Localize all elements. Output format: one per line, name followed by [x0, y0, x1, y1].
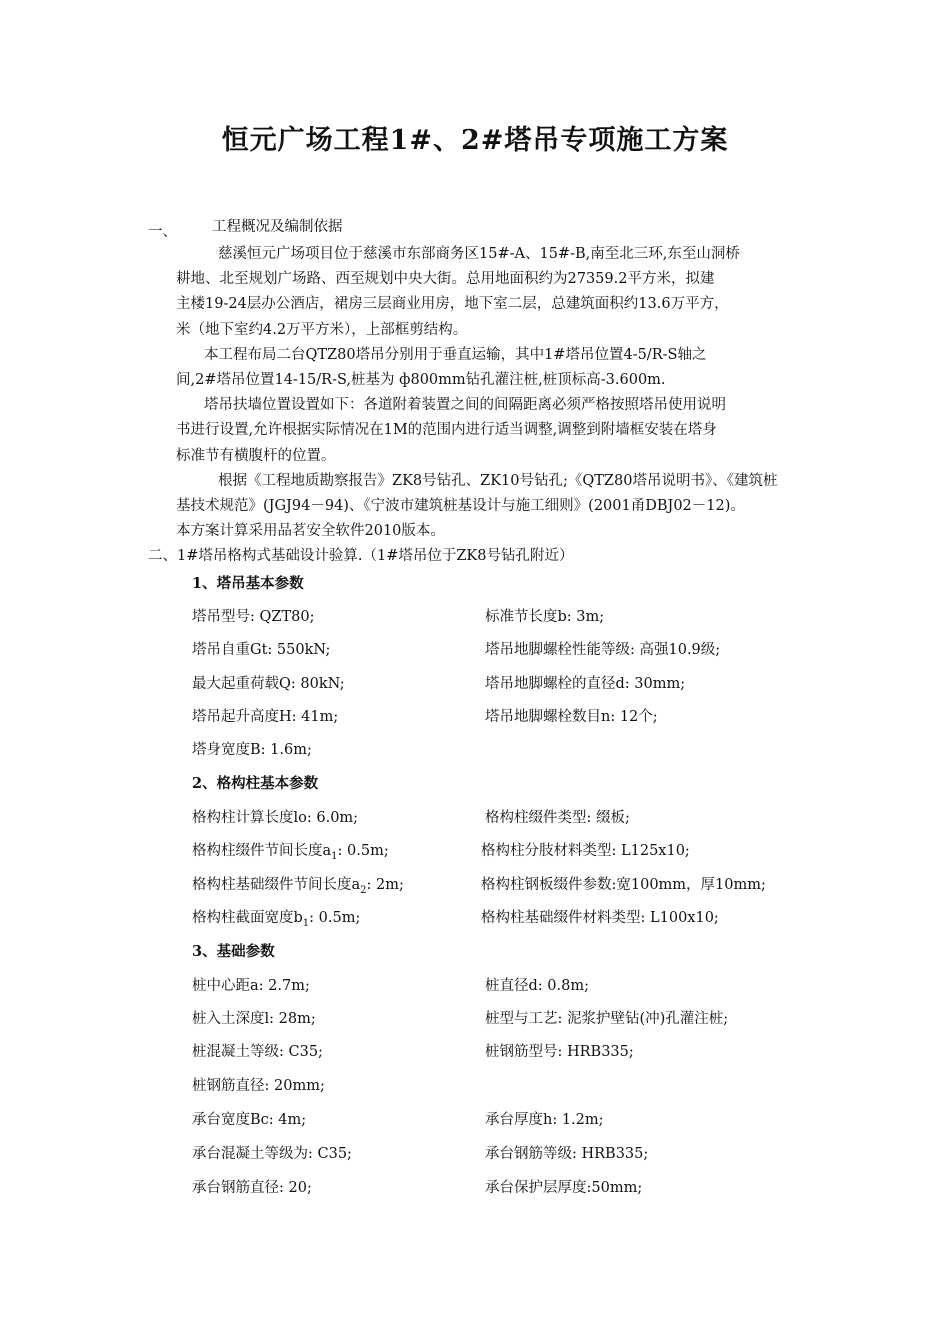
param-left: 格构柱计算长度lo: 6.0m;: [192, 810, 359, 826]
param-left: 塔身宽度B: 1.6m;: [192, 742, 312, 758]
param-right: 承台厚度h: 1.2m;: [485, 1112, 604, 1128]
sub2-heading: 2、格构柱基本参数: [192, 775, 319, 792]
sub3-heading: 3、基础参数: [192, 943, 275, 960]
param-right: 塔吊地脚螺栓的直径d: 30mm;: [485, 676, 686, 692]
param-left: 承台钢筋直径: 20;: [192, 1180, 312, 1196]
param-right: 桩型与工艺: 泥浆护壁钻(冲)孔灌注桩;: [485, 1011, 729, 1027]
param-right: 承台钢筋等级: HRB335;: [485, 1146, 649, 1162]
paragraph-line: 基技术规范》(JGJ94－94)、《宁波市建筑桩基设计与施工细则》(2001甬DBJ02－12)。: [176, 498, 745, 514]
section2-heading: 二、1#塔吊格构式基础设计验算.（1#塔吊位于ZK8号钻孔附近）: [148, 548, 574, 564]
paragraph-line: 书进行设置,允许根据实际情况在1M的范围内进行适当调整,调整到附墙框安装在塔身: [176, 422, 717, 438]
paragraph-line: 根据《工程地质勘察报告》ZK8号钻孔、ZK10号钻孔;《QTZ80塔吊说明书》、《建筑桩: [218, 473, 778, 489]
param-right: 桩钢筋型号: HRB335;: [485, 1044, 634, 1060]
param-right: 标准节长度b: 3m;: [485, 609, 605, 625]
paragraph-line: 慈溪恒元广场项目位于慈溪市东部商务区15#-A、15#-B,南至北三环,东至山洞桥: [218, 246, 740, 262]
param-left: 塔吊自重Gt: 550kN;: [192, 642, 331, 658]
paragraph-line: 耕地、北至规划广场路、西至规划中央大街。总用地面积约为27359.2平方米，拟建: [176, 271, 715, 287]
param-left: 桩钢筋直径: 20mm;: [192, 1078, 325, 1094]
param-left: 桩入土深度l: 28m;: [192, 1011, 316, 1027]
param-right: 格构柱基础缀件材料类型: L100x10;: [481, 910, 719, 926]
param-left: 格构柱截面宽度$b_1$: 0.5m;: [192, 910, 361, 929]
section1-heading: 工程概况及编制依据: [212, 219, 343, 235]
param-right: 格构柱钢板缀件参数:宽100mm，厚10mm;: [481, 877, 766, 893]
paragraph-line: 米（地下室约4.2万平方米），上部框剪结构。: [176, 322, 468, 338]
param-right: 格构柱缀件类型: 缀板;: [485, 810, 630, 826]
param-left: 最大起重荷载Q: 80kN;: [192, 676, 345, 692]
paragraph-line: 本工程布局二台QTZ80塔吊分别用于垂直运输，其中1#塔吊位置4-5/R-S轴之: [204, 347, 707, 363]
paragraph-line: 本方案计算采用品茗安全软件2010版本。: [176, 523, 445, 539]
paragraph-line: 间,2#塔吊位置14-15/R-S,桩基为 ф800mm钻孔灌注桩,桩顶标高-3.600m.: [176, 372, 666, 388]
section1-number: 一、: [148, 224, 177, 240]
page-title: 恒元广场工程1#、2#塔吊专项施工方案: [221, 125, 729, 156]
param-left: 承台混凝土等级为: C35;: [192, 1146, 352, 1162]
paragraph-line: 标准节有横腹杆的位置。: [176, 448, 336, 464]
param-left: 塔吊起升高度H: 41m;: [192, 709, 339, 725]
param-right: 塔吊地脚螺栓性能等级: 高强10.9级;: [485, 642, 721, 658]
paragraph-line: 主楼19-24层办公酒店，裙房三层商业用房，地下室二层，总建筑面积约13.6万平方，: [176, 296, 729, 312]
paragraph-line: 塔吊扶墙位置设置如下：各道附着装置之间的间隔距离必须严格按照塔吊使用说明: [204, 397, 726, 413]
param-left: 桩混凝土等级: C35;: [192, 1044, 323, 1060]
param-left: 承台宽度Bc: 4m;: [192, 1112, 307, 1128]
param-left: 塔吊型号: QZT80;: [192, 609, 315, 625]
param-right: 承台保护层厚度:50mm;: [485, 1180, 643, 1196]
sub1-heading: 1、塔吊基本参数: [192, 575, 304, 592]
param-left: 格构柱基础缀件节间长度$a_2$: 2m;: [192, 877, 404, 896]
param-right: 格构柱分肢材料类型: L125x10;: [481, 843, 690, 859]
param-right: 桩直径d: 0.8m;: [485, 978, 589, 994]
param-left: 格构柱缀件节间长度$a_1$: 0.5m;: [192, 843, 389, 862]
param-left: 桩中心距a: 2.7m;: [192, 978, 310, 994]
param-right: 塔吊地脚螺栓数目n: 12个;: [485, 709, 658, 725]
